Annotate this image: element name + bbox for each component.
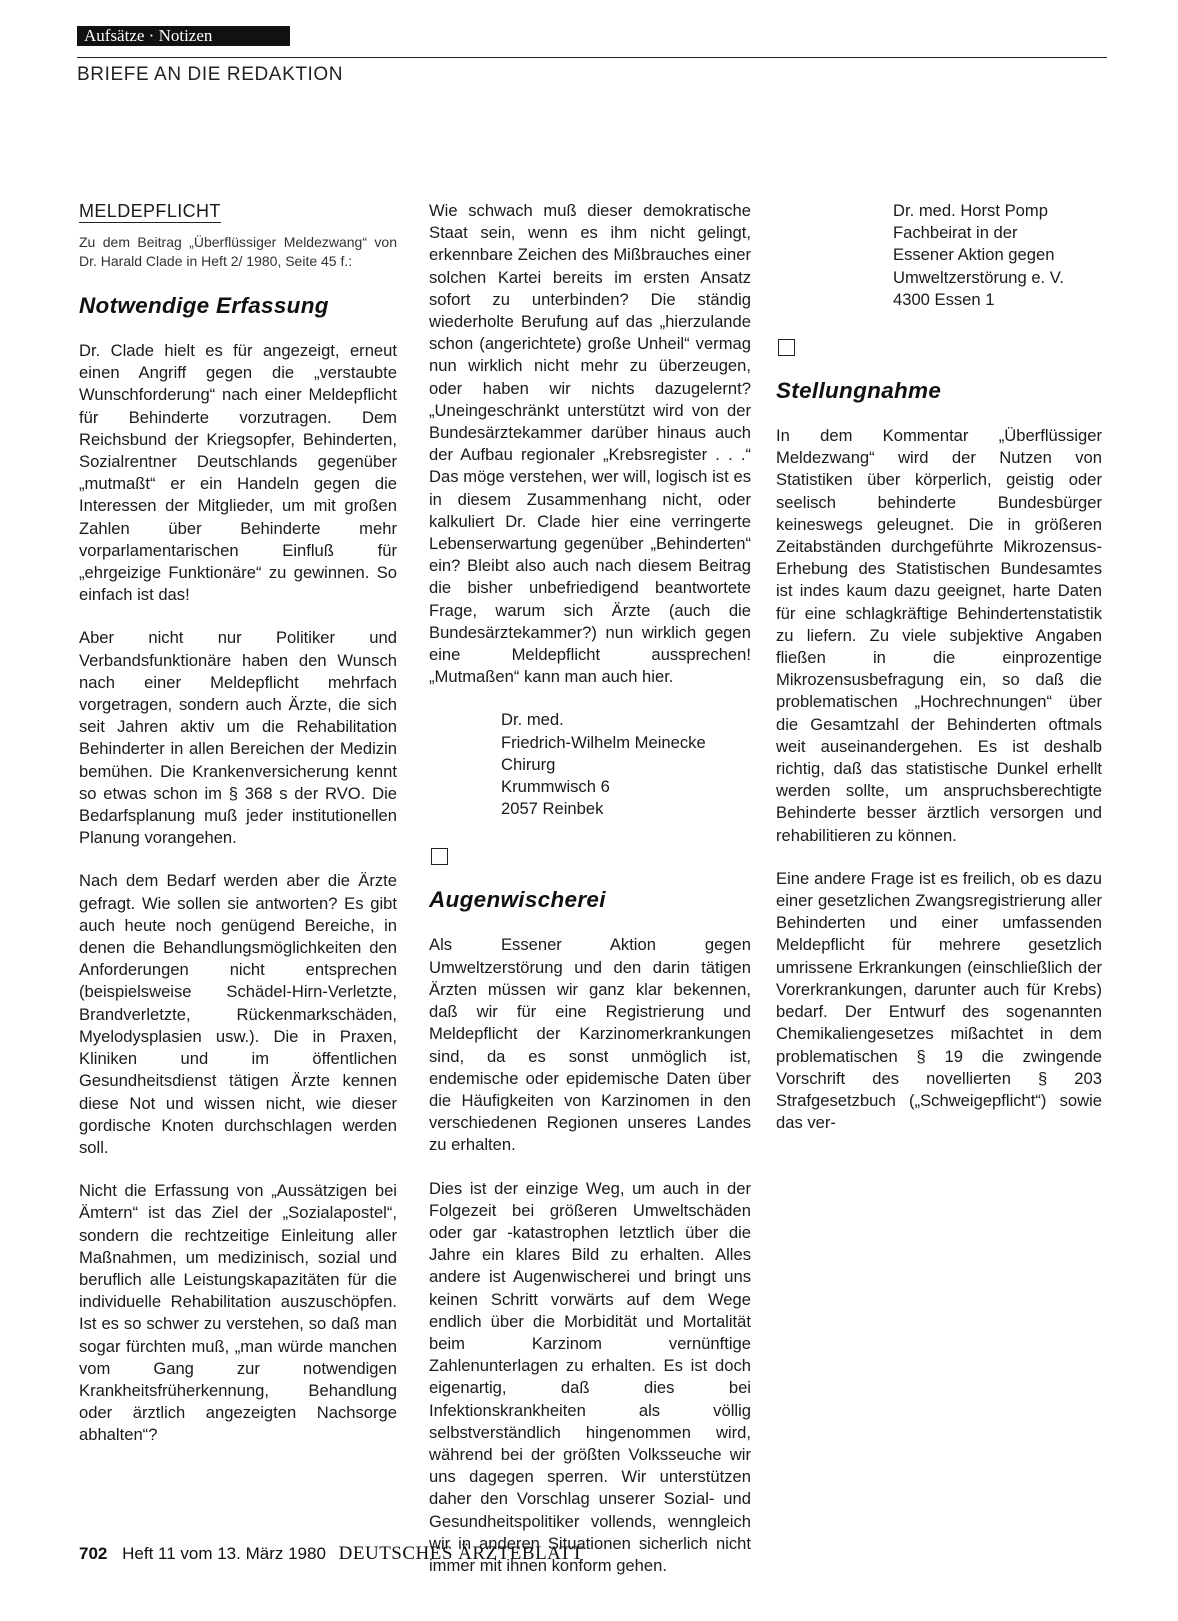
signature-line: Fachbeirat in der bbox=[893, 223, 1018, 243]
paragraph: Wie schwach muß dieser demokratische Staat sein, wenn es ihm nicht gelingt, erkennbare Zeichen des Mißbrauches einer solchen Kartei bereits im ersten Ansatz sofort zu unterbinden? Die ständig wiederholte Berufung auf das „hierzulande schon (angerichtete) große Unheil“ vermag nun wirklich nicht mehr zu überzeugen, oder haben wir nichts dazugelernt? „Uneingeschränkt unterstützt wird von der Bundesärztekammer darüber hinaus auch der Aufbau regionaler „Krebsregister . . .“ Das möge verstehen, wer will, logisch ist es in diesem Zusammenhang nicht, oder kalkuliert Dr. Clade hier eine verringerte Lebenserwartung gegenüber „Behinderten“ ein? Bleibt also auch nach diesem Beitrag die bisher unbefriedigend beantwortete Frage, warum sich Ärzte (auch die Bundesärztekammer?) nun wirklich gegen eine Meldepflicht aussprechen! „Mutmaßen“ kann man auch hier. bbox=[429, 201, 751, 687]
signature-line: Dr. med. bbox=[501, 710, 564, 730]
signature-line: 2057 Reinbek bbox=[501, 799, 604, 819]
header-rule bbox=[77, 57, 1107, 58]
journal-name: DEUTSCHES ÄRZTEBLATT bbox=[338, 1543, 584, 1564]
signature-block bbox=[501, 709, 751, 820]
letter-title: Notwendige Erfassung bbox=[79, 293, 329, 318]
signature-line: 4300 Essen 1 bbox=[893, 289, 995, 309]
paragraph: Eine andere Frage ist es freilich, ob es dazu einer gesetzlichen Zwangsregistrierung aller Behinderten und einer umfassenden Meldepflicht für mehrere gesetzlich umrissene Erkrankungen (einschließlich der Vorerkrankungen, darunter auch für Krebs) bedarf. Der Entwurf des sogenannten Chemikaliengesetzes mißachtet in dem problematischen § 19 die zwingende Vorschrift des novellierten § 203 Strafgesetzbuch („Schweigepflicht“) sowie das ver- bbox=[776, 868, 1102, 1133]
signature-line: Friedrich-Wilhelm Meinecke bbox=[501, 732, 706, 752]
section-heading: BRIEFE AN DIE REDAKTION bbox=[77, 64, 344, 85]
column-1 bbox=[79, 200, 397, 1468]
letter-title: Augenwischerei bbox=[429, 887, 606, 913]
issue-info: Heft 11 vom 13. März 1980 bbox=[122, 1544, 326, 1563]
paragraph: Als Essener Aktion gegen Umweltzerstörung und den darin tätigen Ärzten müssen wir ganz klar bekennen, daß wir für eine Registrierung und Meldepflicht der Karzinomerkrankungen sind, da es sonst unmöglich ist, endemische oder epidemische Daten über die Häufigkeiten von Karzinomen in den verschiedenen Regionen unseres Landes zu erhalten. bbox=[429, 935, 751, 1155]
page-number: 702 bbox=[79, 1544, 108, 1563]
kicker: MELDEPFLICHT bbox=[79, 201, 221, 221]
signature-line: Dr. med. Horst Pomp bbox=[893, 201, 1048, 220]
paragraph: Nicht die Erfassung von „Aussätzigen bei Ämtern“ ist das Ziel der „Sozialapostel“, sondern die rechtzeitige Einleitung aller Maßnahmen, um medizinisch, sozial und beruflich alle Leistungskapazitäten für die individuelle Rehabilitation auszuschöpfen. Ist es so schwer zu verstehen, so daß man sogar fürchten muß, „man würde manchen vom Gang zur notwendigen Krankheitsfrüherkennung, Behandlung oder ärztlich angezeigten Nachsorge abhalten“? bbox=[79, 1181, 397, 1445]
letter-title: Stellungnahme bbox=[776, 378, 942, 404]
paragraph: Dr. Clade hielt es für angezeigt, erneut einen Angriff gegen die „verstaubte Wunschforderung“ nach einer Meldepflicht für Behinderte vorzutragen. Dem Reichsbund der Kriegsopfer, Behinderten, Sozialrentner Deutschlands gegenüber „mutmaßt“ er ein Handeln gegen die Interessen der Mitglieder, um mit großen Zahlen über Behinderte mehr vorparlamentarischen Einfluß für „ehrgeizige Funktionäre“ zu gewinnen. So einfach ist das! bbox=[79, 341, 397, 605]
square-outline-icon bbox=[778, 339, 795, 356]
paragraph: Dies ist der einzige Weg, um auch in der Folgezeit bei größeren Umweltschäden oder gar -katastrophen letztlich über die Jahre ein klares Bild zu erhalten. Alles andere ist Augenwischerei und bringt uns keinen Schritt vorwärts auf dem Wege endlich über die Morbidität und Mortalität beim Karzinom vernünftige Zahlenunterlagen zu erhalten. Es ist doch eigenartig, daß dies bei Infektionskrankheiten als völlig selbstverständlich hingenommen wird, während bei der größten Volksseuche wir uns dagegen sperren. Wir unterstützen daher den Vorschlag unserer Sozial- und Gesundheitspolitiker vollends, wenngleich wir in anderen Situationen sicherlich nicht immer mit ihnen konform gehen. bbox=[429, 1178, 751, 1575]
reference-note: Zu dem Beitrag „Überflüssiger Meldezwang“ von Dr. Harald Clade in Heft 2/ 1980, Seite 45 f.: bbox=[79, 234, 397, 269]
signature-line: Essener Aktion gegen bbox=[893, 245, 1055, 265]
signature-line: Krummwisch 6 bbox=[501, 777, 610, 797]
section-tag: Aufsätze · Notizen bbox=[77, 26, 290, 46]
column-2 bbox=[429, 200, 751, 1598]
paragraph: Nach dem Bedarf werden aber die Ärzte gefragt. Wie sollen sie antworten? Es gibt auch heute noch genügend Bereiche, in denen die Behandlungsmöglichkeiten den Anforderungen nicht entsprechen (beispielsweise Schädel-Hirn-Verletzte, Brandverletzte, Rückenmarkschäden, Myelodysplasien usw.). Die in Praxen, Kliniken und im öffentlichen Gesundheitsdienst tätigen Ärzte kennen diese Not und wissen nicht, wie dieser gordische Knoten durchschlagen werden soll. bbox=[79, 871, 397, 1157]
column-3 bbox=[776, 200, 1102, 1155]
signature-block bbox=[893, 200, 1102, 311]
page-footer bbox=[79, 1543, 584, 1565]
square-outline-icon bbox=[431, 848, 448, 865]
paragraph: Aber nicht nur Politiker und Verbandsfunktionäre haben den Wunsch nach einer Meldepflicht mehrfach vorgetragen, sondern auch Ärzte, die sich seit Jahren aktiv um die Rehabilitation Behinderter in allen Bereichen der Medizin bemühen. Die Krankenversicherung kennt so etwas schon im § 368 s der RVO. Die Bedarfsplanung muß jeder institutionellen Planung vorangehen. bbox=[79, 628, 397, 848]
signature-line: Chirurg bbox=[501, 754, 556, 774]
paragraph: In dem Kommentar „Überflüssiger Meldezwang“ wird der Nutzen von Statistiken über körperlich, geistig oder seelisch behinderte Bundesbürger keineswegs geleugnet. Die in größeren Zeitabständen durchgeführte Mikrozensus-Erhebung des Statistischen Bundesamtes ist indes kaum dazu geeignet, harte Daten für eine schlagkräftige Behindertenstatistik zu liefern. Zu viele subjektive Angaben fließen in die einprozentige Mikrozensusbefragung ein, so daß die problematischen „Hochrechnungen“ über die Gesamtzahl der Behinderten oftmals weit auseinandergehen. Es ist deshalb richtig, daß das statistische Dunkel erhellt werden sollte, um anspruchsberechtigte Behinderte besser ärztlich versorgen und rehabilitieren zu können. bbox=[776, 426, 1102, 845]
signature-line: Umweltzerstörung e. V. bbox=[893, 267, 1064, 287]
